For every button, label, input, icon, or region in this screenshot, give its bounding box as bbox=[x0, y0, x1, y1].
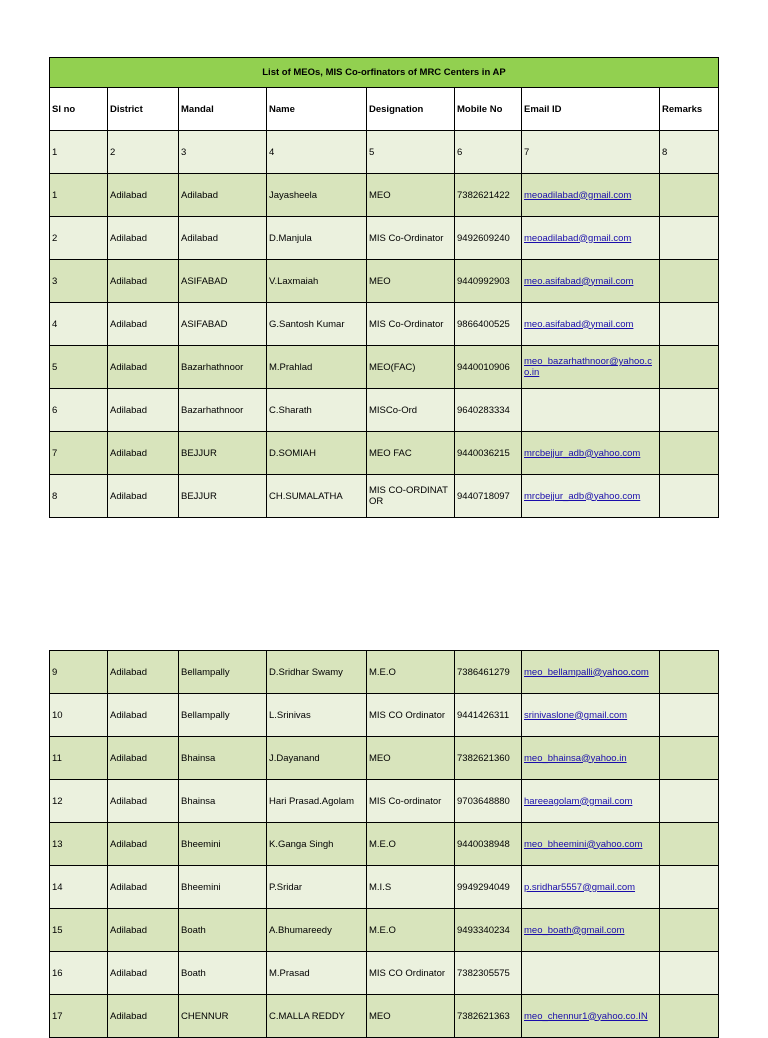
remarks-cell bbox=[660, 780, 719, 823]
email-link[interactable]: meo.asifabad@ymail.com bbox=[524, 318, 634, 330]
header-designation: Designation bbox=[367, 88, 455, 131]
name-cell: L.Srinivas bbox=[267, 694, 367, 737]
name-cell: D.Manjula bbox=[267, 217, 367, 260]
district-cell: Adilabad bbox=[108, 303, 179, 346]
email-link[interactable]: hareeagolam@gmail.com bbox=[524, 795, 633, 807]
table-body bbox=[50, 58, 719, 518]
remarks-cell bbox=[660, 432, 719, 475]
table-row bbox=[50, 475, 719, 518]
column-number-cell: 5 bbox=[367, 131, 455, 174]
mobile-cell: 9493340234 bbox=[455, 909, 522, 952]
name-cell: K.Ganga Singh bbox=[267, 823, 367, 866]
name-cell: P.Sridar bbox=[267, 866, 367, 909]
mobile-cell: 9949294049 bbox=[455, 866, 522, 909]
sl-no-cell: 14 bbox=[50, 866, 108, 909]
email-cell bbox=[522, 174, 660, 217]
email-link[interactable]: meo_bellampalli@yahoo.com bbox=[524, 666, 649, 678]
mandal-cell: Boath bbox=[179, 952, 267, 995]
name-cell: M.Prasad bbox=[267, 952, 367, 995]
designation-cell: M.I.S bbox=[367, 866, 455, 909]
email-cell bbox=[522, 217, 660, 260]
designation-cell: MEO bbox=[367, 737, 455, 780]
designation-cell: MEO bbox=[367, 995, 455, 1038]
mandal-cell: Bhainsa bbox=[179, 737, 267, 780]
designation-cell: M.E.O bbox=[367, 909, 455, 952]
table-row bbox=[50, 217, 719, 260]
remarks-cell bbox=[660, 174, 719, 217]
column-number-row bbox=[50, 131, 719, 174]
mobile-cell: 7386461279 bbox=[455, 651, 522, 694]
remarks-cell bbox=[660, 651, 719, 694]
designation-cell: MIS CO Ordinator bbox=[367, 952, 455, 995]
mobile-cell: 9640283334 bbox=[455, 389, 522, 432]
mandal-cell: Bellampally bbox=[179, 694, 267, 737]
mobile-cell: 9703648880 bbox=[455, 780, 522, 823]
designation-cell: MIS Co-Ordinator bbox=[367, 303, 455, 346]
meo-table-page-1 bbox=[49, 57, 719, 518]
email-link[interactable]: meoadilabad@gmail.com bbox=[524, 232, 632, 244]
table-row bbox=[50, 651, 719, 694]
header-mandal: Mandal bbox=[179, 88, 267, 131]
district-cell: Adilabad bbox=[108, 217, 179, 260]
email-link[interactable]: meo_boath@gmail.com bbox=[524, 924, 625, 936]
email-link[interactable]: p.sridhar5557@gmail.com bbox=[524, 881, 636, 893]
meo-table-page-2 bbox=[49, 650, 719, 1038]
table-row bbox=[50, 694, 719, 737]
email-link[interactable]: meo_bazarhathnoor@yahoo.co.in bbox=[524, 356, 652, 378]
mandal-cell: BEJJUR bbox=[179, 475, 267, 518]
designation-cell: MIS CO Ordinator bbox=[367, 694, 455, 737]
column-number-cell: 7 bbox=[522, 131, 660, 174]
remarks-cell bbox=[660, 995, 719, 1038]
mandal-cell: ASIFABAD bbox=[179, 260, 267, 303]
name-cell: J.Dayanand bbox=[267, 737, 367, 780]
sl-no-cell: 7 bbox=[50, 432, 108, 475]
email-link[interactable]: srinivaslone@gmail.com bbox=[524, 709, 628, 721]
table-row bbox=[50, 823, 719, 866]
table-row bbox=[50, 389, 719, 432]
header-district: District bbox=[108, 88, 179, 131]
column-number-cell: 8 bbox=[660, 131, 719, 174]
district-cell: Adilabad bbox=[108, 389, 179, 432]
email-cell bbox=[522, 346, 660, 389]
mobile-cell: 9441426311 bbox=[455, 694, 522, 737]
table-row bbox=[50, 866, 719, 909]
column-number-cell: 6 bbox=[455, 131, 522, 174]
mandal-cell: Adilabad bbox=[179, 174, 267, 217]
header-name: Name bbox=[267, 88, 367, 131]
remarks-cell bbox=[660, 389, 719, 432]
sl-no-cell: 10 bbox=[50, 694, 108, 737]
table-body bbox=[50, 651, 719, 1038]
mobile-cell: 7382621422 bbox=[455, 174, 522, 217]
remarks-cell bbox=[660, 737, 719, 780]
table-row bbox=[50, 780, 719, 823]
name-cell: D.Sridhar Swamy bbox=[267, 651, 367, 694]
sl-no-cell: 11 bbox=[50, 737, 108, 780]
sl-no-cell: 13 bbox=[50, 823, 108, 866]
email-link[interactable]: mrcbejjur_adb@yahoo.com bbox=[524, 490, 641, 502]
email-cell bbox=[522, 995, 660, 1038]
sl-no-cell: 12 bbox=[50, 780, 108, 823]
email-link[interactable]: meo_bheemini@yahoo.com bbox=[524, 838, 643, 850]
sl-no-cell: 16 bbox=[50, 952, 108, 995]
district-cell: Adilabad bbox=[108, 346, 179, 389]
column-number-cell: 3 bbox=[179, 131, 267, 174]
mandal-cell: Bazarhathnoor bbox=[179, 389, 267, 432]
district-cell: Adilabad bbox=[108, 475, 179, 518]
table-row bbox=[50, 346, 719, 389]
district-cell: Adilabad bbox=[108, 432, 179, 475]
name-cell: A.Bhumareedy bbox=[267, 909, 367, 952]
email-cell bbox=[522, 694, 660, 737]
title-row bbox=[50, 58, 719, 88]
mandal-cell: Boath bbox=[179, 909, 267, 952]
remarks-cell bbox=[660, 303, 719, 346]
table-row bbox=[50, 909, 719, 952]
header-row bbox=[50, 88, 719, 131]
name-cell: Jayasheela bbox=[267, 174, 367, 217]
email-cell bbox=[522, 432, 660, 475]
district-cell: Adilabad bbox=[108, 995, 179, 1038]
mandal-cell: Bellampally bbox=[179, 651, 267, 694]
sl-no-cell: 3 bbox=[50, 260, 108, 303]
mandal-cell: CHENNUR bbox=[179, 995, 267, 1038]
table-title: List of MEOs, MIS Co-orfinators of MRC Centers in AP bbox=[50, 58, 719, 88]
name-cell: M.Prahlad bbox=[267, 346, 367, 389]
designation-cell: MEO bbox=[367, 260, 455, 303]
email-cell bbox=[522, 737, 660, 780]
mobile-cell: 9492609240 bbox=[455, 217, 522, 260]
remarks-cell bbox=[660, 952, 719, 995]
sl-no-cell: 17 bbox=[50, 995, 108, 1038]
table-row bbox=[50, 303, 719, 346]
email-cell bbox=[522, 475, 660, 518]
designation-cell: MEO bbox=[367, 174, 455, 217]
email-link[interactable]: mrcbejjur_adb@yahoo.com bbox=[524, 447, 641, 459]
column-number-cell: 2 bbox=[108, 131, 179, 174]
name-cell: G.Santosh Kumar bbox=[267, 303, 367, 346]
sl-no-cell: 5 bbox=[50, 346, 108, 389]
email-cell bbox=[522, 260, 660, 303]
email-cell bbox=[522, 823, 660, 866]
sl-no-cell: 1 bbox=[50, 174, 108, 217]
email-cell bbox=[522, 909, 660, 952]
table-row bbox=[50, 432, 719, 475]
district-cell: Adilabad bbox=[108, 909, 179, 952]
email-link[interactable]: meoadilabad@gmail.com bbox=[524, 189, 632, 201]
mobile-cell: 9440718097 bbox=[455, 475, 522, 518]
designation-cell: MIS CO-ORDINATOR bbox=[367, 475, 455, 518]
remarks-cell bbox=[660, 475, 719, 518]
remarks-cell bbox=[660, 346, 719, 389]
header-remarks: Remarks bbox=[660, 88, 719, 131]
mobile-cell: 9440038948 bbox=[455, 823, 522, 866]
designation-cell: MEO(FAC) bbox=[367, 346, 455, 389]
header-mobile-no: Mobile No bbox=[455, 88, 522, 131]
district-cell: Adilabad bbox=[108, 174, 179, 217]
district-cell: Adilabad bbox=[108, 866, 179, 909]
remarks-cell bbox=[660, 823, 719, 866]
mandal-cell: Bhainsa bbox=[179, 780, 267, 823]
sl-no-cell: 2 bbox=[50, 217, 108, 260]
sl-no-cell: 15 bbox=[50, 909, 108, 952]
designation-cell: MISCo-Ord bbox=[367, 389, 455, 432]
table-row bbox=[50, 995, 719, 1038]
mobile-cell: 9440992903 bbox=[455, 260, 522, 303]
mobile-cell: 7382305575 bbox=[455, 952, 522, 995]
name-cell: C.MALLA REDDY bbox=[267, 995, 367, 1038]
designation-cell: M.E.O bbox=[367, 651, 455, 694]
mandal-cell: Bheemini bbox=[179, 866, 267, 909]
name-cell: Hari Prasad.Agolam bbox=[267, 780, 367, 823]
mandal-cell: Bazarhathnoor bbox=[179, 346, 267, 389]
designation-cell: MIS Co-ordinator bbox=[367, 780, 455, 823]
sl-no-cell: 8 bbox=[50, 475, 108, 518]
designation-cell: MIS Co-Ordinator bbox=[367, 217, 455, 260]
designation-cell: M.E.O bbox=[367, 823, 455, 866]
mandal-cell: BEJJUR bbox=[179, 432, 267, 475]
mandal-cell: Adilabad bbox=[179, 217, 267, 260]
table-row bbox=[50, 952, 719, 995]
email-cell bbox=[522, 651, 660, 694]
table-row bbox=[50, 737, 719, 780]
district-cell: Adilabad bbox=[108, 260, 179, 303]
remarks-cell bbox=[660, 260, 719, 303]
header-email-id: Email ID bbox=[522, 88, 660, 131]
column-number-cell: 4 bbox=[267, 131, 367, 174]
mandal-cell: ASIFABAD bbox=[179, 303, 267, 346]
district-cell: Adilabad bbox=[108, 737, 179, 780]
remarks-cell bbox=[660, 217, 719, 260]
mobile-cell: 9440010906 bbox=[455, 346, 522, 389]
email-cell bbox=[522, 389, 660, 432]
email-link[interactable]: meo_bhainsa@yahoo.in bbox=[524, 752, 627, 764]
remarks-cell bbox=[660, 909, 719, 952]
remarks-cell bbox=[660, 694, 719, 737]
mobile-cell: 9440036215 bbox=[455, 432, 522, 475]
name-cell: D.SOMIAH bbox=[267, 432, 367, 475]
email-cell bbox=[522, 866, 660, 909]
mobile-cell: 7382621360 bbox=[455, 737, 522, 780]
email-link[interactable]: meo.asifabad@ymail.com bbox=[524, 275, 634, 287]
district-cell: Adilabad bbox=[108, 651, 179, 694]
mandal-cell: Bheemini bbox=[179, 823, 267, 866]
remarks-cell bbox=[660, 866, 719, 909]
name-cell: C.Sharath bbox=[267, 389, 367, 432]
name-cell: CH.SUMALATHA bbox=[267, 475, 367, 518]
sl-no-cell: 6 bbox=[50, 389, 108, 432]
mobile-cell: 9866400525 bbox=[455, 303, 522, 346]
sl-no-cell: 9 bbox=[50, 651, 108, 694]
district-cell: Adilabad bbox=[108, 694, 179, 737]
email-cell bbox=[522, 303, 660, 346]
email-link[interactable]: meo_chennur1@yahoo.co.IN bbox=[524, 1010, 648, 1022]
table-row bbox=[50, 174, 719, 217]
name-cell: V.Laxmaiah bbox=[267, 260, 367, 303]
designation-cell: MEO FAC bbox=[367, 432, 455, 475]
table-row bbox=[50, 260, 719, 303]
district-cell: Adilabad bbox=[108, 823, 179, 866]
column-number-cell: 1 bbox=[50, 131, 108, 174]
header-sl-no: Sl no bbox=[50, 88, 108, 131]
sl-no-cell: 4 bbox=[50, 303, 108, 346]
mobile-cell: 7382621363 bbox=[455, 995, 522, 1038]
district-cell: Adilabad bbox=[108, 780, 179, 823]
district-cell: Adilabad bbox=[108, 952, 179, 995]
email-cell bbox=[522, 780, 660, 823]
email-cell bbox=[522, 952, 660, 995]
